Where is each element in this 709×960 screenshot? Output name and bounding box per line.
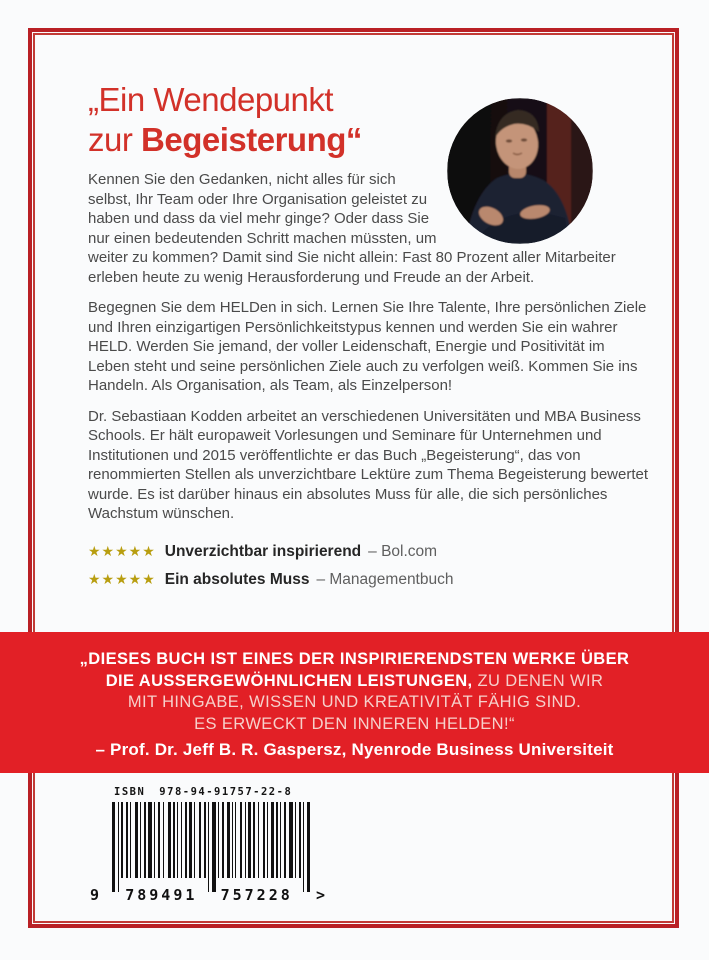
barcode-digits	[90, 886, 328, 904]
review-row	[88, 566, 648, 594]
banner-quote-line4: ES ERWECKT DEN INNEREN HELDEN!“	[194, 714, 515, 733]
barcode-bars	[112, 802, 324, 892]
headline-line2: zur Begeisterung“	[88, 121, 362, 158]
review-source: – Bol.com	[368, 542, 438, 560]
barcode-block	[90, 786, 330, 916]
author-photo-wrap	[447, 98, 593, 244]
review-text: Unverzichtbar inspirierend	[164, 542, 362, 560]
banner-quote-line2: DIE AUSSERGEWÖHNLICHEN LEISTUNGEN, ZU DENEN WIR	[105, 671, 604, 690]
headline-line1: „Ein Wendepunkt	[88, 81, 334, 118]
barcode-digit-group1: 789491	[125, 886, 198, 904]
review-quotes	[88, 538, 648, 594]
quote-banner	[0, 632, 709, 773]
isbn-number: 978-94-91757-22-8	[159, 786, 293, 798]
banner-quote-line1: „DIESES BUCH IST EINES DER INSPIRIERENDSTEN WERKE ÜBER	[79, 650, 630, 668]
isbn-line	[114, 786, 330, 798]
banner-quote-line3: MIT HINGABE, WISSEN UND KREATIVITÄT FÄHIG SIND.	[127, 693, 582, 711]
paragraph-intro: Kennen Sie den Gedanken, nicht alles für sich selbst, Ihr Team oder Ihre Organisation geleistet zu haben und dass da viel mehr ginge? Oder dass Sie nur einen bedeutenden Schritt machen müssten, um weiter zu kommen? Damit sind Sie nicht allein: Fast 80 Prozent aller Mitarbeiter erleben heute zu wenig Herausforderung und Freude an der Arbeit.	[88, 171, 616, 286]
star-rating-icon: ★★★★★	[88, 571, 156, 587]
review-source: – Managementbuch	[316, 570, 454, 588]
author-photo	[447, 98, 593, 244]
barcode-digit-group2: 757228	[220, 886, 293, 904]
isbn-label: ISBN	[114, 786, 146, 798]
barcode-digit-end: >	[315, 886, 328, 904]
review-row	[88, 538, 648, 566]
paragraph-author-bio: Dr. Sebastiaan Kodden arbeitet an verschiedenen Universitäten und MBA Business Schools. Er hält europaweit Vorlesungen und Seminare für Unternehmen und Institutionen und 2015 veröffentlichte er das Buch „Begeisterung“, das von renommierten Stellen als unverzichtbare Lektüre zum Thema Begeisterung bewertet wurde. Es ist darüber hinaus ein absolutes Muss für alle, die sich persönliches Wachstum wünschen.	[88, 407, 649, 522]
barcode-digit-left: 9	[90, 886, 103, 904]
back-cover-content	[88, 80, 648, 594]
review-text: Ein absolutes Muss	[164, 570, 310, 588]
paragraph-held: Begegnen Sie dem HELDen in sich. Lernen Sie Ihre Talente, Ihre persönlichen Ziele und Ihren einzigartigen Persönlichkeitstypus kennen und werden Sie ein wahrer HELD. Werden Sie jemand, der voller Leidenschaft, Energie und Positivität im Leben steht und seine persönlichen Ziele auch zu verfolgen weiß. Kommen Sie ins Handeln. Als Organisation, als Team, als Einzelperson!	[88, 299, 647, 394]
headline-emphasis: Begeisterung“	[141, 121, 362, 158]
quote-attribution: – Prof. Dr. Jeff B. R. Gaspersz, Nyenrode Business Universiteit	[95, 740, 614, 759]
star-rating-icon: ★★★★★	[88, 543, 156, 559]
